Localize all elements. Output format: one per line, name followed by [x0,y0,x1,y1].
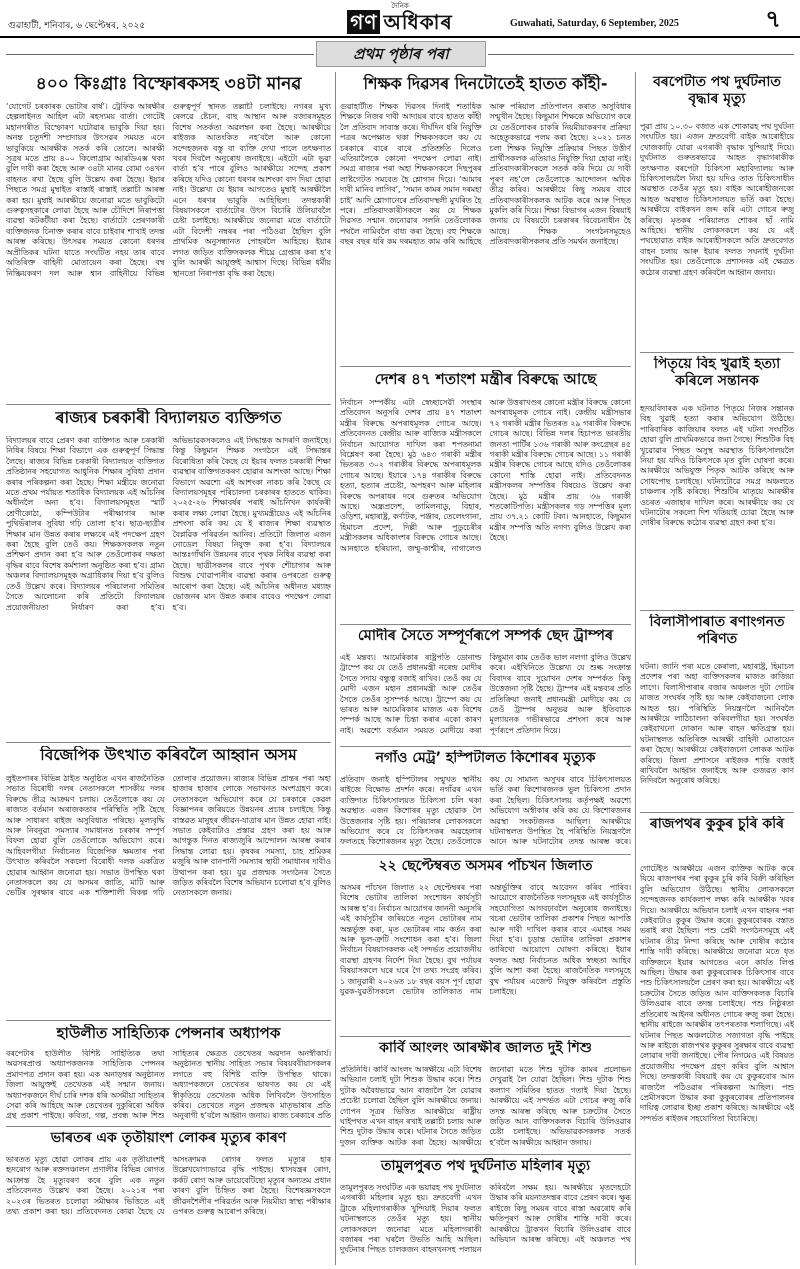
article-barpeta-accident [640,74,794,350]
headline: দেশৰ ৪৭ শতাংশ মন্ত্ৰীৰ বিৰুদ্ধে আছে [374,370,597,388]
divider [6,1126,331,1127]
divider [340,366,631,367]
banner-rule-left [6,54,314,55]
divider [6,1020,331,1021]
article-body: পুৱা প্ৰায় ১০.৩০ বজাত এক শোকাৱহ পথ দুৰ্ঘটনা সংঘটিত হয়। এজন দ্ৰুতবেগী বাইক আৰোহীয়ে খোজকাঢ়ি যোৱা এগৰাকী বৃদ্ধাক খুন্দিয়াই দিয়ে। দুৰ্ঘটনাত গুৰুতৰভাৱে আহত বৃদ্ধাগৰাকীক তৎক্ষণাত বৰপেটা চিকিৎসা মহাবিদ্যালয় আৰু চিকিৎসালয়লৈ নিয়া হয় যদিও তাত চিকিৎসাধীন অৱস্থাত তেওঁৰ মৃত্যু হয়। বাইক আৰোহীজনকো আহত অৱস্থাত চিকিৎসালয়ত ভৰ্তি কৰা হৈছে। আৰক্ষীয়ে বাইকখন জব্দ কৰি এটা গোচৰ ৰুজু কৰিছে। মৃতকৰ পৰিয়ালত শোকৰ ছাঁ নামি আহিছে। স্থানীয় লোকসকলে কয় যে এই পথছোৱাত বাইক আৰোহীসকলে অতি দ্ৰুতবেগত বাহন চলায় আৰু ইয়াৰ ফলত সঘনাই দুৰ্ঘটনা সংঘটিত হয়। তেওঁলোকে প্ৰশাসনক এই ক্ষেত্ৰত কঠোৰ ব্যৱস্থা গ্ৰহণ কৰিবলৈ আহ্বান জনায়। [640,122,794,277]
divider [340,1036,631,1037]
headline: মোদীৰ সৈতে সম্পূৰ্ণৰূপে সম্পৰ্ক ছেদ ট্ৰাম্পৰ [357,628,614,644]
divider [640,610,794,611]
headline: তামুলপুৰত পথ দুৰ্ঘটনাত মহিলাৰ মৃত্যু [380,1158,591,1174]
divider [340,1154,631,1155]
article-five-districts [340,858,631,1034]
article-body: গোটেইত আৰক্ষীয়ে এজন ব্যক্তিক আটক কৰে যিয়ে ৰাজপথৰ পৰা কুকুৰ চুৰি কৰি বিক্ৰী কৰিছিল বুলি অভিযোগ উঠিছে। স্থানীয় লোকসকলে সন্দেহজনক কাৰ্যকলাপ লক্ষ্য কৰি আৰক্ষীক খবৰ দিয়ে। আৰক্ষীয়ে অভিযান চলাই এখন বাহনৰ পৰা কেইবাটাও কুকুৰ উদ্ধাৰ কৰে। কুকুৰবোৰক বস্তাত ভৰাই ৰখা হৈছিল। পশু প্ৰেমী সংগঠনসমূহে এই ঘটনাৰ তীব্ৰ নিন্দা কৰিছে আৰু দোষীৰ কঠোৰ শাস্তি দাবী কৰিছে। আৰক্ষীয়ে জনোৱা মতে ধৃত ব্যক্তিজনে ইয়াৰ আগতেও এনে কাৰ্যত লিপ্ত আছিল। উদ্ধাৰ কৰা কুকুৰবোৰক চিকিৎসাৰ বাবে পশু চিকিৎসালয়লৈ প্ৰেৰণ কৰা হয়। আৰক্ষীয়ে এই চক্ৰটোৰ সৈতে জড়িত আন ব্যক্তিসকলক বিচাৰি উলিওৱাৰ বাবে তদন্ত চলাইছে। পশু নিষ্ঠুৰতা প্ৰতিৰোধ আইনৰ অধীনত গোচৰ ৰুজু কৰা হৈছে। স্থানীয় ৰাইজে আৰক্ষীৰ তৎপৰতাক শলাগিছে। এই ঘটনাৰ পিছত অঞ্চলটোত সজাগতা বৃদ্ধি পাইছে আৰু ৰাইজে ৰাজপথৰ কুকুৰৰ সুৰক্ষাৰ বাবে ব্যৱস্থা লোৱাৰ দাবী জনাইছে। পৌৰ নিগমেও এই বিষয়ত প্ৰয়োজনীয় পদক্ষেপ গ্ৰহণ কৰিব বুলি আশ্বাস দিছে। তদন্তকাৰী বিষয়াই কয় যে কুকুৰবোৰ আন ৰাজ্যলৈ পঠিওৱাৰ পৰিকল্পনা আছিল। পশু প্ৰেমীসকলে উদ্ধাৰ কৰা কুকুৰবোৰৰ প্ৰতিপালনৰ দায়িত্ব লোৱাৰ ইচ্ছা প্ৰকাশ কৰিছে। আৰক্ষীয়ে এই সন্দৰ্ভত ৰাইজৰ সহযোগিতা বিচাৰিছে। [640,864,794,1123]
article-body: এই মন্তব্য। আমেৰিকাৰ ৰাষ্ট্ৰপতি ডোনাল্ড ট্ৰাম্পে কয় যে তেওঁ প্ৰধানমন্ত্ৰী নৰেন্দ্ৰ মোদীৰ সৈতে সদায় বন্ধুত্ব বজাই ৰাখিব। তেওঁ কয় যে মোদী এজন মহান প্ৰধানমন্ত্ৰী আৰু তেওঁৰ সৈতে তেওঁৰ সুসম্পৰ্ক আছে। ট্ৰাম্পে কয় যে ভাৰত আৰু আমেৰিকাৰ মাজত এক বিশেষ সম্পৰ্ক আছে আৰু চিন্তা কৰাৰ একো কাৰণ নাই। অৱশ্যে বৰ্তমান সময়ত মোদীয়ে কৰা কিছুমান কাম তেওঁক ভাল নলগা বুলিও উল্লেখ কৰে। এইখিনিতে উল্লেখ্য যে শুল্ক সংক্ৰান্ত বিবাদৰ বাবে দুয়োখন দেশৰ সম্পৰ্কত কিছু উত্তেজনা সৃষ্টি হৈছে। ট্ৰাম্পৰ এই মন্তব্যৰ প্ৰতি প্ৰতিক্ৰিয়া জনাই প্ৰধানমন্ত্ৰী মোদীয়ে কয় যে তেওঁ ট্ৰাম্পৰ অনুভৱ আৰু ইতিবাচক মূল্যায়নক গভীৰভাৱে প্ৰশংসা কৰে আৰু পূৰ্ণৰূপে প্ৰতিদান দিয়ে। [340,653,631,735]
article-bilasipara [640,614,794,810]
headline: শিক্ষক দিৱসৰ দিনটোতেই হাতত কাঁহী- [363,74,608,93]
article-nagaon-hospital [340,750,631,852]
logo-daily-label: দৈনিক [391,2,409,10]
headline: বিজেপিক উৎখাত কৰিবলৈ আহ্বান অসম [40,746,297,764]
headline: নগাঁও মেট্ৰ’ হস্পিটালত কিশোৰৰ মৃত্যুক [375,750,596,766]
article-body: লুইতপাৰৰ বিভিন্ন ঠাইত অনুষ্ঠিত এখন ৰাজনৈতিক সভাত বিৰোধী দলৰ নেতাসকলে শাসকীয় দলৰ বিৰুদ্ধে তীব্ৰ আক্ৰমণ চলায়। তেওঁলোকে কয় যে ৰাজ্যত বৰ্তমান অৰাজকতাৰ পৰিস্থিতি সৃষ্টি হৈছে আৰু সাধাৰণ ৰাইজ অসুবিধাত পৰিছে। মূল্যবৃদ্ধি আৰু নিবনুৱা সমস্যাৰ সমাধানত চৰকাৰ সম্পূৰ্ণ বিফল হোৱা বুলি তেওঁলোকে অভিযোগ কৰে। আহিবলগীয়া নিৰ্বাচনত বিজেপিক ক্ষমতাৰ পৰা উৎখাত কৰিবলৈ সকলো বিৰোধী দলক একত্ৰিত হোৱাৰ আহ্বান জনোৱা হয়। সভাত উপস্থিত থকা নেতাসকলে কয় যে অসমৰ জাতি, মাটি আৰু ভেটিৰ সুৰক্ষাৰ বাবে এক শক্তিশালী বিকল্প গঢ়ি তোলাৰ প্ৰয়োজন। ৰাজ্যৰ বিভিন্ন প্ৰান্তৰ পৰা অহা হাজাৰ হাজাৰ লোকে সভাখনত অংশগ্ৰহণ কৰে। নেতাসকলে অভিযোগ কৰে যে চৰকাৰে কেৱল বিজ্ঞাপনৰ জৰিয়তে উন্নয়নৰ প্ৰচাৰ চলাইছে কিন্তু বাস্তৱত মানুহৰ জীৱন-যাত্ৰাৰ মান উন্নত হোৱা নাই। সভাত কেইবাটাও প্ৰস্তাৱ গ্ৰহণ কৰা হয় আৰু আগন্তুক দিনত ৰাজ্যজুৰি আন্দোলন আৰম্ভ কৰাৰ সিদ্ধান্ত লোৱা হয়। কৃষকৰ সমস্যা, চাহ শ্ৰমিকৰ মজুৰি আৰু বানপানী সমস্যাৰ স্থায়ী সমাধানৰ দাবীও উত্থাপন কৰা হয়। যুৱ প্ৰজন্মক সংগঠনৰ সৈতে জড়িত কৰিবলৈ বিশেষ অভিযান চলোৱা হ’ব বুলিও নেতাসকলে জনায়। [6,774,331,898]
headline: ৰাজপথৰ কুকুৰ চুৰি কৰি [649,816,785,832]
article-modi-trump [340,628,631,744]
headline: ২২ ছেপ্টেম্বৰত অসমৰ পাঁচখন জিলাত [378,858,593,874]
article-ministers [340,370,631,622]
headline: ৰাজ্যৰ চৰকাৰী বিদ্যালয়ত ব্যক্তিগত [55,408,282,427]
section-banner: প্ৰথম পৃষ্ঠাৰ পৰা [316,41,486,67]
article-body: গুৱাহাটীত শিক্ষক দিৱসৰ দিনাই শতাধিক শিক্ষকে নিজৰ দাবী আদায়ৰ বাবে হাতত কাঁহী লৈ প্ৰতিবাদ সাব্যস্ত কৰে। দীৰ্ঘদিন ধৰি নিযুক্তি পত্ৰৰ অপেক্ষাত থকা শিক্ষকসকলে কয় যে চৰকাৰে বাৰে বাৰে প্ৰতিশ্ৰুতি দিলেও এতিয়ালৈকে কোনো পদক্ষেপ লোৱা নাই। সমগ্ৰ ৰাজ্যৰ পৰা অহা শিক্ষকসকলে দিছপুৰৰ লাষ্টগেটত সমবেত হৈ শ্লোগান দিয়ে। ‘আমাৰ দাবী মানিব লাগিব’, ‘সমান কামৰ সমান দৰমহা চাই’ আদি শ্লোগানেৰে প্ৰতিবাদস্থলী মুখৰিত হৈ পৰে। প্ৰতিবাদকাৰীসকলে কয় যে শিক্ষক দিৱসত সন্মান জনোৱাৰ সলনি তেওঁলোকক পথলৈ নামিবলৈ বাধ্য কৰা হৈছে। বহু শিক্ষকে বছৰ বছৰ ধৰি কম দৰমহাত কাম কৰি আহিছে আৰু পৰিয়াল প্ৰতিপালন কৰাত অসুবিধাৰ সন্মুখীন হৈছে। কিছুমান শিক্ষকে অভিযোগ কৰে যে তেওঁলোকৰ চাকৰি নিয়মীয়াকৰণৰ প্ৰক্ৰিয়া অহেতুকভাৱে পলম কৰা হৈছে। ২০২১ চনত চলা শিক্ষক নিযুক্তি প্ৰক্ৰিয়াৰ পিছত উত্তীৰ্ণ প্ৰাৰ্থীসকলক এতিয়াও নিযুক্তি দিয়া হোৱা নাই। প্ৰতিবাদকাৰীসকলে সতৰ্ক কৰি দিয়ে যে দাবী পূৰণ নহ’লে তেওঁলোকে আন্দোলন অধিক তীব্ৰ কৰিব। আৰক্ষীয়ে কিছু সময়ৰ বাবে প্ৰতিবাদকাৰীসকলক আটক কৰে আৰু পিছত মুকলি কৰি দিয়ে। শিক্ষা বিভাগৰ এজন বিষয়াই জনায় যে বিষয়টো চৰকাৰৰ বিবেচনাধীন হৈ আছে। শিক্ষক সংগঠনসমূহেও প্ৰতিবাদকাৰীসকলৰ প্ৰতি সমৰ্থন জনাইছে। [340,102,631,247]
divider [6,404,331,405]
article-body: হৃদয়বিদাৰক এক ঘটনাত পিতৃয়ে নিজৰ সন্তানক বিহ খুৱাই হত্যা কৰাৰ অভিযোগ উঠিছে। পাৰিবাৰিক কাজিয়াৰ ফলত এই ঘটনা সংঘটিত হোৱা বুলি প্ৰাথমিকভাৱে জনা গৈছে। শিশুটিক বিহ খুৱোৱাৰ পিছত অসুস্থ অৱস্থাত চিকিৎসালয়লৈ নিয়া হয় যদিও চিকিৎসকে মৃত বুলি ঘোষণা কৰে। আৰক্ষীয়ে অভিযুক্ত পিতৃক আটক কৰিছে আৰু সোধপোছ চলাইছে। ঘটনাটোৱে সমগ্ৰ অঞ্চলতে চাঞ্চল্যৰ সৃষ্টি কৰিছে। শিশুটিৰ মাতৃয়ে আৰক্ষীৰ ওচৰত এজাহাৰ দাখিল কৰে। আৰক্ষীয়ে কয় যে ঘটনাটোৰ সকলো দিশ খতিয়াই চোৱা হৈছে আৰু দোষীৰ বিৰুদ্ধে কঠোৰ ব্যৱস্থা গ্ৰহণ কৰা হ’ব। [640,404,794,528]
article-teachers-day [340,74,631,364]
logo-first-word: গণ [347,10,380,34]
column-rule [635,72,636,1265]
article-body: বিদ্যালয়ৰ বাবে প্ৰেৰণ কৰা ব্যক্তিগত আৰু চৰকাৰী নিধিৰ বিষয়ে শিক্ষা বিভাগে এক গুৰুত্বপূৰ্ণ সিদ্ধান্ত লৈছে। ৰাজ্যৰ বিভিন্ন চৰকাৰী বিদ্যালয়ত ব্যক্তিগত প্ৰতিষ্ঠানৰ সহযোগত আধুনিক শিক্ষাৰ সুবিধা প্ৰদান কৰাৰ পৰিকল্পনা কৰা হৈছে। শিক্ষা মন্ত্ৰীয়ে জনোৱা মতে প্ৰথম পৰ্যায়ত শতাধিক বিদ্যালয়ক এই আঁচনিৰ অধীনলৈ অনা হ’ব। বিদ্যালয়সমূহত স্মাৰ্ট শ্ৰেণীকোঠা, কম্পিউটাৰ পৰীক্ষাগাৰ আৰু পুথিভঁৰালৰ সুবিধা গঢ়ি তোলা হ’ব। ছাত্ৰ-ছাত্ৰীৰ শিক্ষাৰ মান উন্নত কৰাৰ লক্ষ্যৰে এই পদক্ষেপ গ্ৰহণ কৰা হৈছে বুলি তেওঁ কয়। শিক্ষকসকলক নতুন প্ৰশিক্ষণ প্ৰদান কৰা হ’ব আৰু তেওঁলোকৰ দক্ষতা বৃদ্ধিৰ বাবে বিশেষ কৰ্মশালা অনুষ্ঠিত কৰা হ’ব। গ্ৰাম্য অঞ্চলৰ বিদ্যালয়সমূহক অগ্ৰাধিকাৰ দিয়া হ’ব বুলিও তেওঁ উল্লেখ কৰে। বিদ্যালয়ৰ পৰিচালনা সমিতিৰ সৈতে আলোচনা কৰি প্ৰতিটো বিদ্যালয়ৰ প্ৰয়োজনীয়তা নিৰ্ধাৰণ কৰা হ’ব। অভিভাৱকসকলেও এই সিদ্ধান্তক আদৰণি জনাইছে। কিন্তু কিছুমান শিক্ষক সংগঠনে এই সিদ্ধান্তৰ বিৰোধিতা কৰি কৈছে যে ইয়াৰ ফলত চৰকাৰী শিক্ষা ব্যৱস্থাৰ ব্যক্তিগতকৰণ হোৱাৰ আশংকা আছে। শিক্ষা বিভাগে অৱশ্যে এই আশংকা নাকচ কৰি কৈছে যে বিদ্যালয়সমূহৰ পৰিচালনা চৰকাৰৰ হাততে থাকিব। ২০২৫-২৬ শিক্ষাবৰ্ষৰ পৰাই আঁচনিখন কাৰ্যকৰী কৰাৰ লক্ষ্য লোৱা হৈছে। মুখ্যমন্ত্ৰীয়েও এই আঁচনিৰ প্ৰশংসা কৰি কয় যে ই ৰাজ্যৰ শিক্ষা ব্যৱস্থাত বৈপ্লৱিক পৰিৱৰ্তন আনিব। প্ৰতিটো জিলাত এজন নোডেল বিষয়া নিযুক্ত কৰা হ’ব। বিদ্যালয়ৰ আন্তঃগাঁথনি উন্নয়নৰ বাবে পৃথক নিধিৰ ব্যৱস্থা কৰা হৈছে। ছাত্ৰীসকলৰ বাবে পৃথক শৌচাগাৰ আৰু বিশুদ্ধ খোৱাপানীৰ ব্যৱস্থা কৰাৰ ওপৰতো গুৰুত্ব আৰোপ কৰা হৈছে। এই আঁচনিৰ অধীনত মধ্যাহ্ন ভোজনৰ মান উন্নত কৰাৰ বাবেও পদক্ষেপ লোৱা হ’ব। [6,436,331,612]
masthead [0,0,800,38]
masthead-date-english: Guwahati, Saturday, 6 September, 2025 [510,18,679,29]
headline: হাউলীত সাহিত্যিক পেন্সনাৰ অধ্যাপক [56,1024,281,1042]
divider [340,624,631,625]
divider [640,812,794,813]
article-body: প্ৰতিনিধি। কাৰ্বি আংলং আৰক্ষীয়ে এটা বিশেষ অভিযান চলাই দুটা শিশুক উদ্ধাৰ কৰে। শিশু দুটাক অবৈধভাৱে আন ৰাজ্যলৈ লৈ যোৱাৰ প্ৰচেষ্টা চলোৱা হৈছিল বুলি আৰক্ষীয়ে জনায়। গোপন সূত্ৰৰ ভিত্তিত আৰক্ষীয়ে ৰাষ্ট্ৰীয় ঘাইপথত এখন বাহন ৰখাই তল্লাচী চলায় আৰু শিশু দুটাক উদ্ধাৰ কৰে। ঘটনাৰ সৈতে জড়িত দুজন ব্যক্তিক আটক কৰা হৈছে। আৰক্ষীয়ে জনোৱা মতে শিশু দুটাক কামৰ প্ৰলোভন দেখুৱাই লৈ যোৱা হৈছিল। শিশু দুটাক শিশু কল্যাণ সমিতিৰ হাতত গতাই দিয়া হৈছে। আৰক্ষীয়ে এই সন্দৰ্ভত এটা গোচৰ ৰুজু কৰি তদন্ত আৰম্ভ কৰিছে আৰু চক্ৰটোৰ সৈতে জড়িত আন ব্যক্তিসকলক বিচাৰি উলিওৱাৰ চেষ্টা চলাইছে। অভিভাৱকসকলক সতৰ্ক হ’বলৈ আৰক্ষীয়ে আহ্বান জনায়। [340,1065,631,1147]
article-body: নিৰ্বাচন সম্পৰ্কীয় এটা স্বেচ্ছাসেৱী সংস্থাৰ প্ৰতিবেদন অনুসৰি দেশৰ প্ৰায় ৪৭ শতাংশ মন্ত্ৰীৰ বিৰুদ্ধে অপৰাধমূলক গোচৰ আছে। প্ৰতিবেদনত কেন্দ্ৰীয় আৰু ৰাজ্যিক মন্ত্ৰীসকলে নিৰ্বাচন আয়োগত দাখিল কৰা শপতনামা বিশ্লেষণ কৰা হৈছে। মুঠ ৬৪৩ গৰাকী মন্ত্ৰীৰ ভিতৰত ৩০২ গৰাকীৰ বিৰুদ্ধে অপৰাধমূলক গোচৰ আছে। ইয়াৰে ১৭৪ গৰাকীৰ বিৰুদ্ধে হত্যা, হত্যাৰ প্ৰচেষ্টা, অপহৰণ আৰু মহিলাৰ বিৰুদ্ধে অপৰাধৰ দৰে গুৰুতৰ অভিযোগ আছে। অন্ধ্ৰপ্ৰদেশ, তামিলনাডু, বিহাৰ, ওড়িশা, মহাৰাষ্ট্ৰ, কৰ্ণাটক, পঞ্জাব, তেলেংগানা, হিমাচল প্ৰদেশ, দিল্লী আৰু পুডুচেৰীৰ মন্ত্ৰীসকলৰ অধিকাংশৰ বিৰুদ্ধে গোচৰ আছে। আনহাতে হৰিয়ানা, জম্মু-কাশ্মীৰ, নাগালেণ্ড আৰু উত্তৰাখণ্ডৰ কোনো মন্ত্ৰীৰ বিৰুদ্ধে কোনো অপৰাধমূলক গোচৰ নাই। কেন্দ্ৰীয় মন্ত্ৰীসভাৰ ৭২ গৰাকী মন্ত্ৰীৰ ভিতৰত ২৯ গৰাকীৰ বিৰুদ্ধে গোচৰ আছে। বিভিন্ন দলৰ হিচাপত ভাৰতীয় জনতা পাৰ্টিৰ ১৩৬ গৰাকী আৰু কংগ্ৰেছৰ ৪৫ গৰাকী মন্ত্ৰীৰ বিৰুদ্ধে গোচৰ আছে। ১১ গৰাকী মন্ত্ৰীৰ বিৰুদ্ধে গোচৰ আছে যদিও তেওঁলোকৰ কোনো শাস্তি হোৱা নাই। প্ৰতিবেদনত মন্ত্ৰীসকলৰ সম্পত্তিৰ বিষয়েও উল্লেখ কৰা হৈছে। মুঠ মন্ত্ৰীৰ প্ৰায় ৩৬ গৰাকী শতকোটিপতি। মন্ত্ৰীসকলৰ গড় সম্পত্তিৰ মূল্য প্ৰায় ৩৭.২১ কোটি টকা। আনহাতে, কিছুমান মন্ত্ৰীৰ সম্পত্তি অতি নগণ্য বুলিও উল্লেখ কৰা হৈছে। [340,398,631,553]
article-body: বৰপেটাৰ হাউলীত বিশিষ্ট সাহিত্যিক তথা অৱসৰপ্ৰাপ্ত অধ্যাপকজনক সাহিত্যিক পেন্সনৰ প্ৰমাণপত্ৰ প্ৰদান কৰা হয়। এক অনাড়ম্বৰ অনুষ্ঠানত জিলা আয়ুক্তই তেখেতক এই সন্মান জনায়। অধ্যাপকজনে দীৰ্ঘ চাৰি দশক ধৰি অসমীয়া সাহিত্যৰ সেৱা কৰি আহিছে আৰু তেখেতৰ দুকুৰিৰো অধিক গ্ৰন্থ প্ৰকাশ পাইছে। কবিতা, গল্প, প্ৰবন্ধ আৰু শিশু সাহিত্যৰ ক্ষেত্ৰত তেখেতৰ অৱদান অনস্বীকাৰ্য। অনুষ্ঠানত স্থানীয় সাহিত্য সভাৰ বিষয়ববীয়াসকলৰ লগতে বহু বিশিষ্ট ব্যক্তি উপস্থিত থাকে। অধ্যাপকজনে তেখেতৰ ভাষণত কয় যে এই স্বীকৃতিয়ে তেখেতক অধিক লিখিবলৈ উৎসাহিত কৰিব। তেখেতে নতুন প্ৰজন্মক মাতৃভাষাৰ প্ৰতি অনুৰাগী হ’বলৈ আহ্বান জনায়। ৰাজ্য চৰকাৰে প্ৰতি [6,1049,331,1121]
banner-rule-right [488,54,794,55]
article-india-deaths [6,1130,331,1265]
headline: কাৰ্বি আংলং আৰক্ষীৰ জালত দুই শিশু [379,1040,592,1056]
article-father-poison [640,356,794,608]
article-explosives [6,74,331,404]
headline: পিতৃয়ে বিহ খুৱাই হত্যা কৰিলে সন্তানক [653,356,781,389]
column-rule [335,72,336,1265]
headline: ভাৰতৰ এক তৃতীয়াংশ লোকৰ মৃত্যুৰ কাৰণ [50,1130,287,1146]
article-body: তামুলপুৰত সংঘটিত এক ভয়াৱহ পথ দুৰ্ঘটনাত এগৰাকী মহিলাৰ মৃত্যু হয়। দ্ৰুতবেগী এখন ট্ৰাকে মহিলাগৰাকীক খুন্দিয়াই দিয়াৰ ফলত ঘটনাস্থলতে তেওঁৰ মৃত্যু হয়। স্থানীয় লোকসকলে জনোৱা মতে মহিলাগৰাকী বজাৰৰ পৰা ঘৰলৈ উভতি আহি আছিল। দুৰ্ঘটনাৰ পিছত চালকজন বাহনখনসহ পলায়ন কৰিবলৈ সক্ষম হয়। আৰক্ষীয়ে মৃতদেহটো উদ্ধাৰ কৰি ময়নাতদন্তৰ বাবে প্ৰেৰণ কৰে। ক্ষুব্ধ ৰাইজে কিছু সময়ৰ বাবে ৰাস্তা অৱৰোধ কৰি ক্ষতিপূৰণ আৰু দোষীৰ শাস্তি দাবী কৰে। আৰক্ষীয়ে ট্ৰাকখন বিচাৰি উলিওৱাৰ বাবে অভিযান আৰম্ভ কৰিছে। এই অঞ্চলত পথ [340,1183,631,1255]
article-tamulpur [340,1158,631,1265]
article-karbi-anglong [340,1040,631,1152]
article-hauli-professor [6,1024,331,1124]
masthead-date-assamese: গুৱাহাটী, শনিবাৰ, ৬ ছেপ্টেম্বৰ, ২০২৫ [8,21,146,31]
page-number: ৭ [765,5,781,33]
article-body: অসমৰ পাঁচখন জিলাত ২২ ছেপ্টেম্বৰৰ পৰা বিশেষ ভোটাৰ তালিকা সংশোধন কাৰ্যসূচী আৰম্ভ হ’ব। নিৰ্বাচন আয়োগৰ জাননী অনুসৰি এই কাৰ্যসূচীৰ জৰিয়তে নতুন ভোটাৰৰ নাম অন্তৰ্ভুক্ত কৰা, মৃত ভোটাৰৰ নাম কৰ্তন কৰা আৰু ভুল-ত্ৰুটি সংশোধন কৰা হ’ব। জিলা নিৰ্বাচন বিষয়াসকলক এই সন্দৰ্ভত প্ৰয়োজনীয় ব্যৱস্থা গ্ৰহণৰ নিৰ্দেশ দিয়া হৈছে। বুথ পৰ্যায়ৰ বিষয়াসকলে ঘৰে ঘৰে গৈ তথ্য সংগ্ৰহ কৰিব। ১ জানুৱাৰী ২০২৬ত ১৮ বছৰ বয়স পূৰ্ণ হোৱা যুৱক-যুৱতীসকলে ভোটাৰ তালিকাত নাম অন্তৰ্ভুক্তিৰ বাবে আবেদন কৰিব পাৰিব। আয়োগে ৰাজনৈতিক দলসমূহক এই কাৰ্যসূচীত সহযোগিতা আগবঢ়াবলৈ অনুৰোধ জনাইছে। খচৰা ভোটাৰ তালিকা প্ৰকাশৰ পিছত আপত্তি আৰু দাবী দাখিল কৰাৰ বাবে এমাহৰ সময় দিয়া হ’ব। চূড়ান্ত ভোটাৰ তালিকা প্ৰকাশৰ তাৰিখো আয়োগে ঘোষণা কৰিছে। ইয়াৰ ফলত অহা নিৰ্বাচনত অধিক স্বচ্ছতা আহিব বুলি আশা কৰা হৈছে। ৰাজনৈতিক দলসমূহে বুথ পৰ্যায়ৰ এজেণ্ট নিযুক্ত কৰিবলৈ প্ৰস্তুতি চলাইছে। [340,883,631,997]
article-govt-school [6,408,331,740]
article-bjp [6,746,331,1018]
article-dog-theft [640,816,794,1265]
article-body: ভাৰতত মৃত্যু হোৱা লোকৰ প্ৰায় এক তৃতীয়াংশই হৃদৰোগ আৰু ৰক্তসঞ্চালন প্ৰণালীৰ বিভিন্ন ৰোগত আক্ৰান্ত হৈ মৃত্যুবৰণ কৰে বুলি এক নতুন প্ৰতিবেদনত উল্লেখ কৰা হৈছে। ২০২১ৰ পৰা ২০২৩ৰ ভিতৰত চলোৱা সমীক্ষাৰ ভিত্তিতে এই তথ্য প্ৰকাশ কৰা হয়। প্ৰতিবেদনত কোৱা হৈছে যে অসংক্ৰামক ৰোগৰ ফলত মৃত্যুৰ হাৰ উল্লেখযোগ্যভাৱে বৃদ্ধি পাইছে। শ্বাসযন্ত্ৰৰ ৰোগ, কৰ্কট ৰোগ আৰু ডায়েবেটিছো মৃত্যুৰ অন্যতম প্ৰধান কাৰণ বুলি চিহ্নিত কৰা হৈছে। বিশেষজ্ঞসকলে জীৱনশৈলীৰ পৰিৱৰ্তন আৰু নিয়মীয়া স্বাস্থ্য পৰীক্ষাৰ ওপৰত গুৰুত্ব আৰোপ কৰিছে। [6,1155,331,1217]
headline: বৰপেটাত পথ দুৰ্ঘটনাত বৃদ্ধাৰ মৃত্যু [653,74,781,107]
newspaper-logo [330,2,470,36]
headline: ৪০০ কিঃগ্ৰাঃ বিস্ফোৰকসহ ৩৪টা মানৱ [35,74,302,94]
divider [340,854,631,855]
headline: বিলাসীপাৰাত ৰণাংগনত পৰিণত [649,614,785,647]
divider [340,746,631,747]
divider [640,352,794,353]
article-body: প্ৰতিবাদ জনাই হস্পিটালৰ সন্মুখত স্থানীয় ৰাইজে বিক্ষোভ প্ৰদৰ্শন কৰে। নগাঁৱৰ এখন ব্যক্তিগত চিকিৎসালয়ত চিকিৎসা চলি থকা অৱস্থাত এজন কিশোৰৰ মৃত্যু হোৱাক লৈ উত্তেজনাৰ সৃষ্টি হয়। পৰিয়ালৰ লোকসকলে অভিযোগ কৰে যে চিকিৎসকৰ অৱহেলাৰ ফলতহে কিশোৰজনৰ মৃত্যু হৈছে। তেওঁলোকে কয় যে সামান্য অসুখৰ বাবে চিকিৎসালয়ত ভৰ্তি কৰা কিশোৰজনক ভুল চিকিৎসা প্ৰদান কৰা হৈছিল। চিকিৎসালয় কৰ্তৃপক্ষই অৱশ্যে অভিযোগ অস্বীকাৰ কৰি কয় যে কিশোৰজনৰ অৱস্থা সংকটজনক আছিল। আৰক্ষীয়ে ঘটনাস্থলত উপস্থিত হৈ পৰিস্থিতি নিয়ন্ত্ৰণলৈ আনে আৰু ঘটনাটোৰ তদন্ত আৰম্ভ কৰে। [340,775,631,847]
article-body: ‘যোগেট চৰকাৰক ভোটাৰ বাৰ্ষ’। ট্ৰেফিক আৰক্ষীৰ হেল্পলাইনত আহিল এটা ৰহস্যময় বাৰ্তা। গোটেই মহানগৰীত বিস্ফোৰণ ঘটোৱাৰ ভাবুকি দিয়া হয়। অনন্ত চতুৰ্দশী সম্প্ৰদায়ৰ উৎসৱৰ সময়ত এনে ভাবুকিয়ে আৰক্ষীক সতৰ্ক কৰি তোলে। আৰক্ষী সূত্ৰৰ মতে প্ৰায় ৪০০ কিলোগ্ৰাম আৰডিএক্স থকা বুলি দাবী কৰা হৈছে আৰু ৩৪টা মানৱ বোমা ৩৪খন বাহনত ৰখা হৈছে বুলি উল্লেখ কৰা হৈছে। ইয়াৰ পিছতে সমগ্ৰ মুম্বাইত ৰাস্তাই ৰাস্তাই তল্লাচী আৰম্ভ কৰা হয়। মুম্বাই আৰক্ষীয়ে জনোৱা মতে ভাবুকিটো গুৰুত্বসহকাৰে লোৱা হৈছে আৰু চৌদিশে নিৰাপত্তা ব্যৱস্থা কটকটীয়া কৰা হৈছে। বাৰ্তাটো প্ৰেৰণকাৰী ব্যক্তিজনক চিনাক্ত কৰাৰ বাবে চাইবাৰ শাখাই তদন্ত আৰম্ভ কৰিছে। উৎসৱৰ সময়ত কোনো ধৰণৰ অপ্ৰীতিকৰ ঘটনা যাতে সংঘটিত নহয় তাৰ বাবে অতিৰিক্ত বাহিনী মোতায়েন কৰা হৈছে। বম্ব নিষ্ক্ৰিয়কৰণ দল আৰু শ্বান বাহিনীয়ে বিভিন্ন গুৰুত্বপূৰ্ণ স্থানত তল্লাচী চলাইছে। নগৰৰ মুখ্য ৰেলৱে ষ্টেচন, বাছ আস্থান আৰু বজাৰসমূহত বিশেষ সতৰ্কতা অৱলম্বন কৰা হৈছে। আৰক্ষীয়ে ৰাইজক আতংকিত নহ’বলৈ আৰু কোনো সন্দেহজনক বস্তু বা ব্যক্তি দেখা পালে তৎক্ষণাত খবৰ দিবলৈ অনুৰোধ জনাইছে। এইটো এটা ভুৱা বাৰ্তা হ’ব পাৰে বুলিও আৰক্ষীয়ে সন্দেহ প্ৰকাশ কৰিছে যদিও কোনো ধৰণৰ আশংকা বাদ দিয়া হোৱা নাই। উল্লেখ্য যে ইয়াৰ আগতেও মুম্বাই আৰক্ষীলৈ এনে ধৰণৰ ভাবুকি আহিছিল। তদন্তকাৰী বিষয়াসকলে বাৰ্তাটোৰ উৎস বিচাৰি উলিয়াবলৈ চেষ্টা চলাইছে। আৰক্ষীয়ে জনোৱা মতে বাৰ্তাটো এটা বিদেশী নম্বৰৰ পৰা পঠিওৱা হৈছিল বুলি প্ৰাথমিক অনুসন্ধানত পোহৰলৈ আহিছে। ইয়াৰ লগত জড়িত ব্যক্তিসকলক শীঘ্ৰে গ্ৰেপ্তাৰ কৰা হ’ব বুলি আৰক্ষী আয়ুক্তই আশ্বাস দিছে। বিভিন্ন ধৰ্মীয় স্থানতো নিৰাপত্তা বৃদ্ধি কৰা হৈছে। [6,102,331,278]
divider [6,742,331,743]
logo-second-word: অধিকাৰ [383,10,453,34]
article-body: ঘটনা। জানি পৰা মতে কেৰালা, মহাৰাষ্ট্ৰ, হিমাচল প্ৰদেশৰ পৰা অহা ব্যক্তিসকলৰ মাজত কাজিয়া লাগে। বিলাসীপাৰাৰ বজাৰ অঞ্চলত দুটা গোটৰ মাজত সংঘৰ্ষৰ সৃষ্টি হয় আৰু কেইবাজনো লোক আহত হয়। পৰিস্থিতি নিয়ন্ত্ৰণলৈ আনিবলৈ আৰক্ষীয়ে লাঠিচালনা কৰিবলগীয়া হয়। সংঘৰ্ষত কেইবাখনো দোকান আৰু বাহন ক্ষতিগ্ৰস্ত হয়। ঘটনাস্থলত অতিৰিক্ত আৰক্ষী বাহিনী মোতায়েন কৰা হৈছে। আৰক্ষীয়ে কেইবাজনো লোকক আটক কৰিছে। জিলা প্ৰশাসনে ৰাইজক শান্তি বজাই ৰাখিবলৈ আহ্বান জনাইছে আৰু গুজৱত কাণ নিদিবলৈ অনুৰোধ কৰিছে। [640,662,794,786]
